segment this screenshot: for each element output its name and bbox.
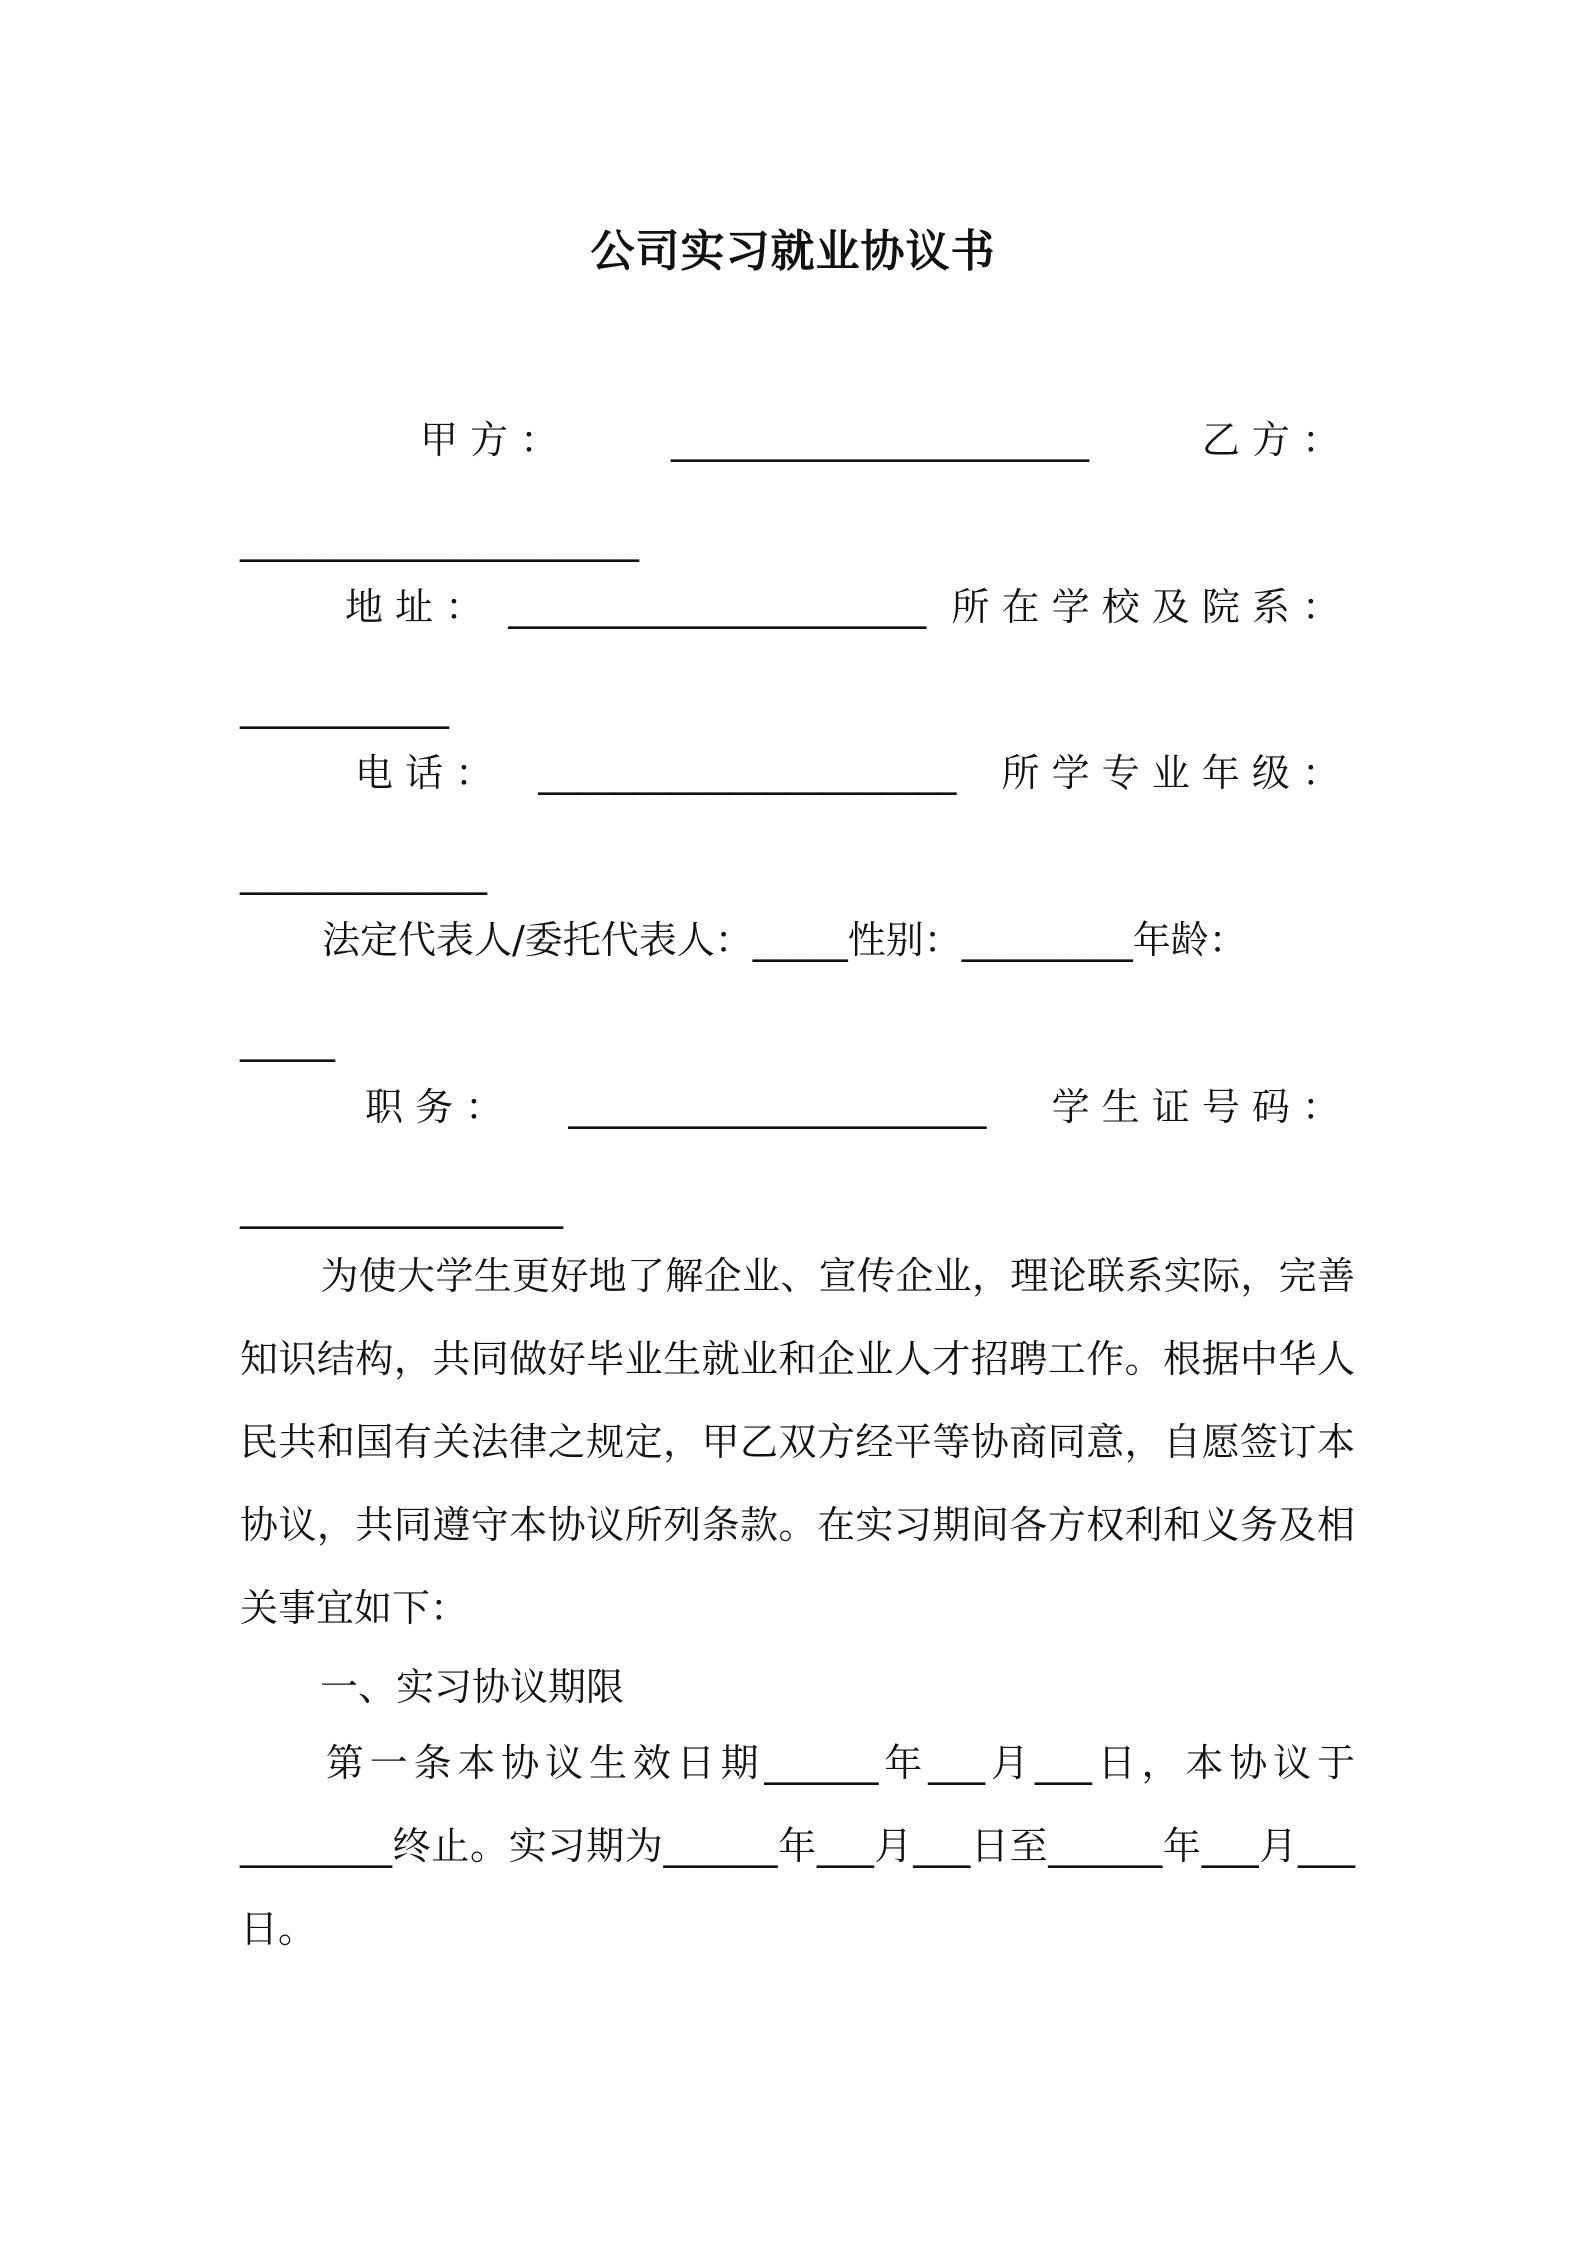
major-label: 所 学 专 业 年 级 ： — [1001, 751, 1340, 795]
school-label: 所 在 学 校 及 院 系 ： — [951, 585, 1340, 629]
phone-label: 电 话 ： — [355, 751, 494, 795]
intro-paragraph — [240, 1235, 1355, 1650]
party-a-row — [420, 415, 1340, 465]
phone-blank: ______________________ — [538, 751, 957, 795]
age-blank: _____ — [240, 1018, 335, 1062]
address-label: 地 址 ： — [345, 585, 484, 629]
document-title: 公司实习就业协议书 — [590, 226, 996, 277]
major-blank: _____________ — [240, 851, 487, 895]
representative-row: 法定代表人/委托代表人：_____性别：_________年龄： — [322, 918, 1247, 962]
student-id-label: 学 生 证 号 码 ： — [1051, 1085, 1340, 1129]
school-blank: ___________ — [240, 685, 449, 729]
position-label: 职 务 ： — [365, 1085, 504, 1129]
party-a-blank: ______________________ — [671, 418, 1089, 462]
phone-row — [355, 748, 1340, 798]
article-1-text: 第一条本协议生效日期______年___月___日，本协议于________终止。实习期为______年___月___日至______年___月___日。 — [240, 1741, 1355, 1951]
section-heading: 一、实习协议期限 — [320, 1665, 625, 1709]
party-b-blank: _____________________ — [240, 518, 639, 562]
party-b-label: 乙 方 ： — [1201, 418, 1340, 462]
student-id-blank: _________________ — [240, 1185, 563, 1229]
party-a-label: 甲 方 ： — [420, 418, 559, 462]
address-row — [345, 582, 1340, 632]
position-row — [365, 1082, 1340, 1132]
intro-text: 为使大学生更好地了解企业、宣传企业，理论联系实际，完善知识结构，共同做好毕业生就业和企业人才招聘工作。根据中华人民共和国有关法律之规定，甲乙双方经平等协商同意，自愿签订本协议，共同遵守本协议所列条款。在实习期间各方权利和义务及相关事宜如下： — [240, 1254, 1355, 1630]
position-blank: ______________________ — [568, 1085, 987, 1129]
address-blank: ______________________ — [508, 585, 927, 629]
article-1 — [240, 1722, 1355, 1971]
